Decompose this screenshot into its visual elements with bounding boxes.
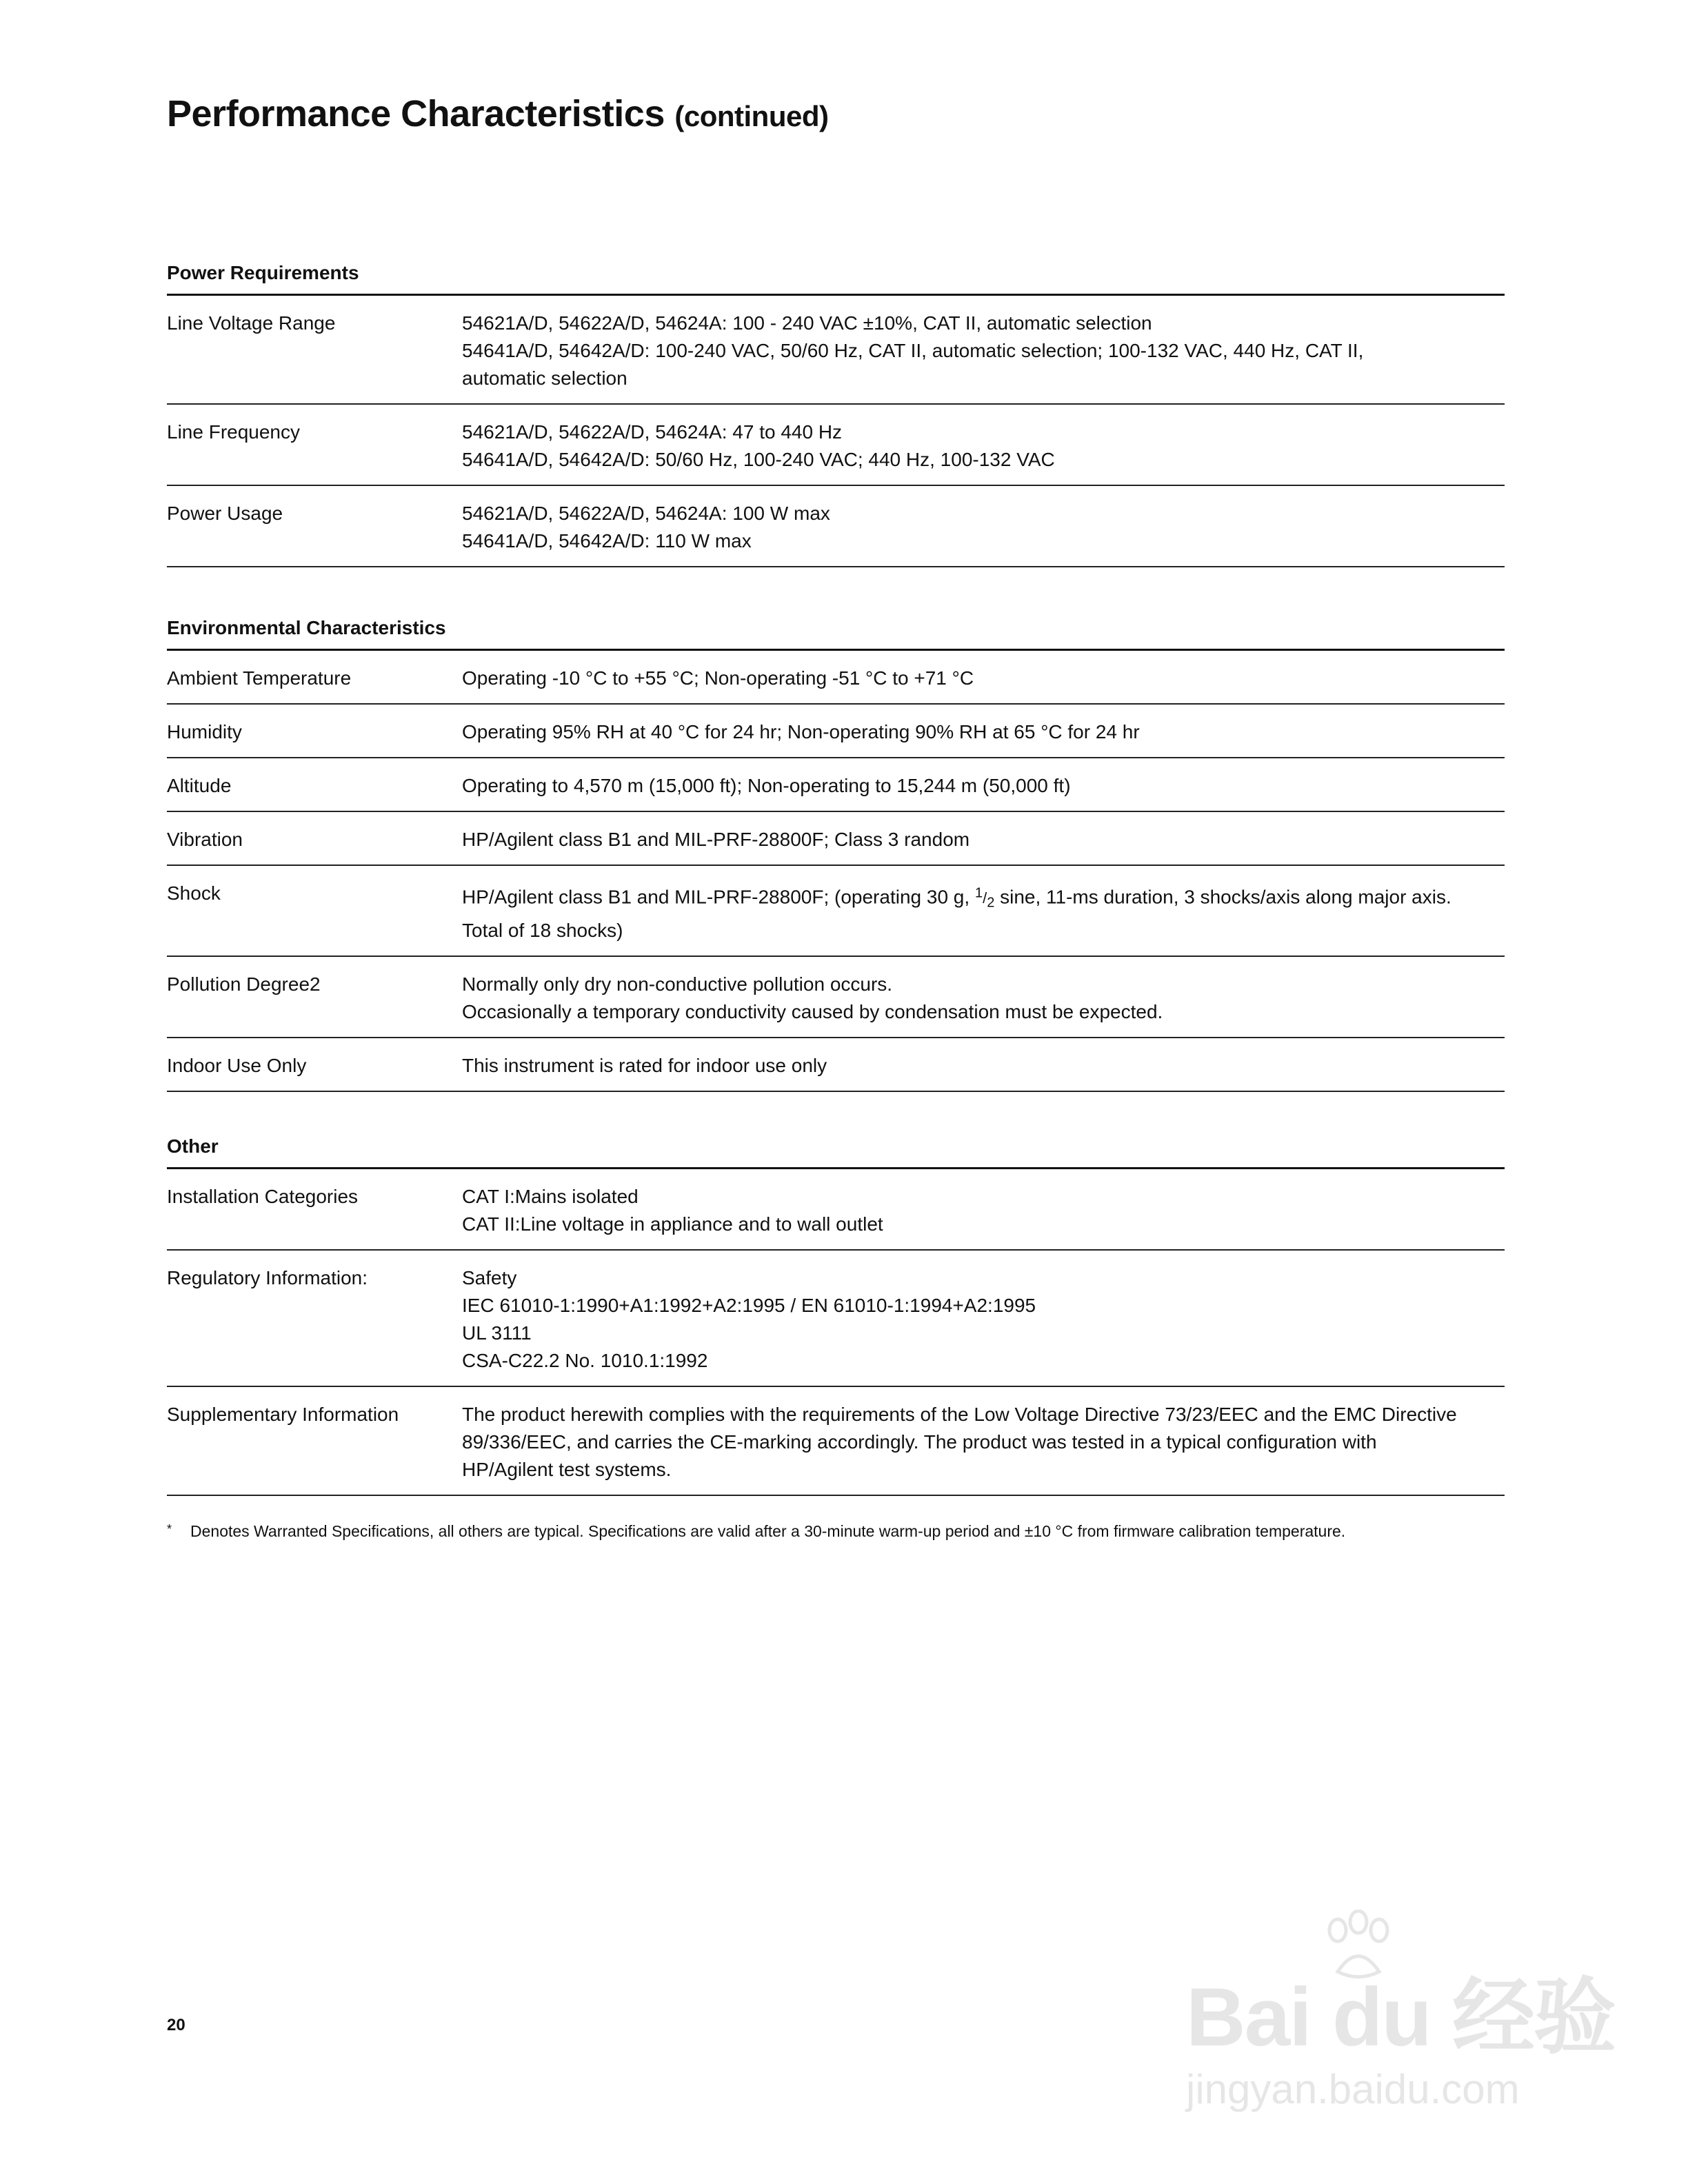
half-fraction [974, 886, 995, 911]
spec-row-line-frequency [167, 405, 1505, 486]
spec-label: Altitude [167, 775, 232, 796]
spec-row-regulatory-information [167, 1251, 1505, 1387]
spec-label: Supplementary Information [167, 1404, 399, 1425]
spec-line: Safety [462, 1267, 517, 1288]
spec-line: Occasionally a temporary conductivity caused by condensation must be expected. [462, 1000, 1163, 1022]
spec-value [462, 826, 1505, 853]
spec-value [462, 880, 1505, 944]
shock-text-after: sine, 11-ms duration, 3 shocks/axis along major axis. [994, 886, 1451, 908]
spec-row-indoor-use-only [167, 1038, 1505, 1092]
spec-value [462, 418, 1505, 474]
spec-label: Vibration [167, 829, 243, 850]
spec-line: 54641A/D, 54642A/D: 110 W max [462, 530, 752, 552]
spec-line: 89/336/EEC, and carries the CE-marking accordingly. The product was tested in a typical configuration with [462, 1431, 1377, 1453]
page-number: 20 [167, 2016, 185, 2034]
spec-value [462, 500, 1505, 555]
spec-row-pollution-degree [167, 957, 1505, 1038]
spec-line: This instrument is rated for indoor use only [462, 1054, 827, 1076]
spec-label: Power Usage [167, 503, 283, 524]
spec-label: Humidity [167, 721, 242, 742]
section-heading: Environmental Characteristics [167, 614, 1505, 651]
spec-line: automatic selection [462, 367, 627, 389]
baidu-watermark [1172, 1910, 1616, 2130]
spec-label: Shock [167, 882, 221, 904]
spec-value [462, 1401, 1505, 1484]
spec-label: Regulatory Information: [167, 1267, 368, 1288]
spec-line: The product herewith complies with the requirements of the Low Voltage Directive 73/23/EEC and the EMC Directive [462, 1404, 1457, 1425]
spec-label: Pollution Degree2 [167, 973, 321, 995]
fraction-denominator: 2 [987, 895, 995, 911]
spec-row-ambient-temperature [167, 651, 1505, 705]
spec-line: 54641A/D, 54642A/D: 50/60 Hz, 100-240 VAC; 440 Hz, 100-132 VAC [462, 449, 1055, 470]
spec-line: Operating to 4,570 m (15,000 ft); Non-operating to 15,244 m (50,000 ft) [462, 775, 1071, 796]
section-power-requirements [167, 259, 1505, 567]
section-heading: Power Requirements [167, 259, 1505, 296]
fraction-numerator: 1 [974, 886, 983, 901]
footnote-asterisk: * [167, 1522, 172, 1536]
footnote-text: Denotes Warranted Specifications, all others are typical. Specifications are valid after a 30-minute warm-up period and ±10 °C from firmware calibration temperature. [190, 1522, 1346, 1540]
spec-line: Operating 95% RH at 40 °C for 24 hr; Non-operating 90% RH at 65 °C for 24 hr [462, 721, 1140, 742]
spec-line [462, 880, 1505, 917]
spec-label: Installation Categories [167, 1186, 359, 1207]
spec-line: Operating -10 °C to +55 °C; Non-operating -51 °C to +71 °C [462, 667, 974, 689]
spec-line: 54641A/D, 54642A/D: 100-240 VAC, 50/60 Hz, CAT II, automatic selection; 100-132 VAC, 440 Hz, CAT II, [462, 340, 1364, 361]
spec-line: Total of 18 shocks) [462, 919, 623, 941]
spec-line: CAT I:Mains isolated [462, 1186, 639, 1207]
spec-line: IEC 61010-1:1990+A1:1992+A2:1995 / EN 61010-1:1994+A2:1995 [462, 1295, 1036, 1316]
spec-row-installation-categories [167, 1169, 1505, 1251]
spec-row-supplementary-information [167, 1387, 1505, 1496]
spec-value [462, 772, 1505, 800]
fraction-slash: / [983, 889, 987, 907]
spec-value [462, 971, 1505, 1026]
spec-line: 54621A/D, 54622A/D, 54624A: 100 W max [462, 503, 830, 524]
section-environmental-characteristics [167, 614, 1505, 1092]
spec-value [462, 665, 1505, 692]
spec-value [462, 718, 1505, 746]
spec-line: 54621A/D, 54622A/D, 54624A: 47 to 440 Hz [462, 421, 843, 443]
spec-line: 54621A/D, 54622A/D, 54624A: 100 - 240 VAC ±10%, CAT II, automatic selection [462, 312, 1152, 334]
spec-line: Normally only dry non-conductive pollution occurs. [462, 973, 893, 995]
spec-row-line-voltage-range [167, 296, 1505, 405]
spec-value [462, 1052, 1505, 1080]
shock-text-before: HP/Agilent class B1 and MIL-PRF-28800F; (operating 30 g, [462, 886, 975, 908]
footnote [167, 1522, 1345, 1541]
spec-line: HP/Agilent class B1 and MIL-PRF-28800F; Class 3 random [462, 829, 970, 850]
spec-value [462, 1183, 1505, 1238]
spec-value [462, 310, 1505, 392]
spec-label: Indoor Use Only [167, 1054, 307, 1076]
spec-row-shock [167, 866, 1505, 957]
page-title [167, 92, 829, 135]
spec-line: CSA-C22.2 No. 1010.1:1992 [462, 1350, 708, 1371]
spec-row-altitude [167, 758, 1505, 812]
watermark-url: jingyan.baidu.com [1186, 2066, 1520, 2112]
spec-line: CAT II:Line voltage in appliance and to wall outlet [462, 1213, 883, 1235]
spec-line: HP/Agilent test systems. [462, 1459, 672, 1480]
spec-label: Line Voltage Range [167, 312, 336, 334]
spec-row-humidity [167, 705, 1505, 758]
section-other [167, 1133, 1505, 1496]
spec-line: UL 3111 [462, 1322, 532, 1344]
spec-row-power-usage [167, 486, 1505, 567]
page-title-suffix: (continued) [674, 100, 829, 132]
page-title-main: Performance Characteristics [167, 93, 665, 134]
spec-label: Line Frequency [167, 421, 301, 443]
spec-value [462, 1264, 1505, 1375]
section-heading: Other [167, 1133, 1505, 1169]
spec-label: Ambient Temperature [167, 667, 352, 689]
spec-row-vibration [167, 812, 1505, 866]
watermark-brand: Bai du 经验 [1186, 1971, 1616, 2063]
